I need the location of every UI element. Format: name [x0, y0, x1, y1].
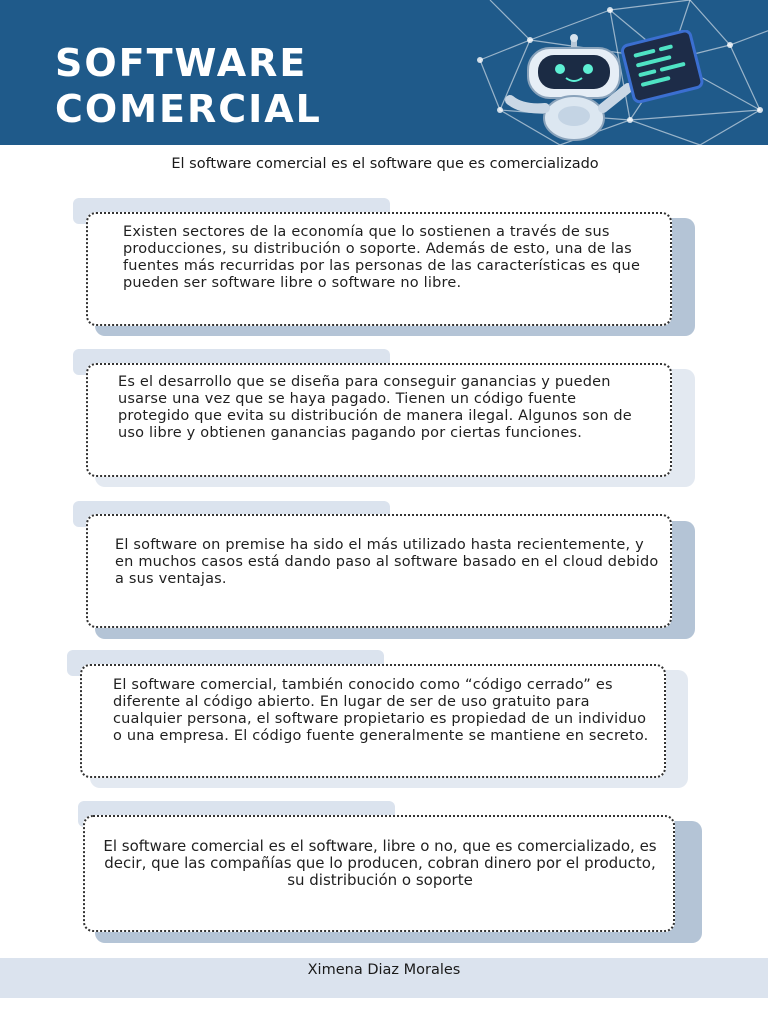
card-text: El software comercial, también conocido como “código cerrado” es diferente al código abierto. En lugar de ser de uso gratuito para cualquier persona, el software propietario es propiedad de un individuo o una empresa. El código fuente generalmente se mantiene en secreto. [113, 677, 649, 744]
card-text: Es el desarrollo que se diseña para conseguir ganancias y pueden usarse una vez que se haya pagado. Tienen un código fuente protegido que evita su distribución de manera ilegal. Algunos son de uso libre y obtienen ganancias pagando por ciertas funciones. [118, 374, 632, 441]
card-text: Existen sectores de la economía que lo sostienen a través de sus producciones, su distribución o soporte. Además de esto, una de las fuentes más recurridas por las personas de las características es que pueden ser software libre o software no libre. [123, 224, 641, 291]
title-line-1: SOFTWARE [55, 41, 308, 85]
robot-with-tablet-icon [490, 30, 735, 145]
header-banner [0, 0, 768, 145]
page-title [55, 40, 322, 132]
author-name: Ximena Diaz Morales [307, 962, 461, 978]
card-text: El software on premise ha sido el más utilizado hasta recientemente, y en muchos casos está dando paso al software basado en el cloud debido a sus ventajas. [115, 537, 659, 587]
card-text: El software comercial es el software, libre o no, que es comercializado, es decir, que las compañías que lo producen, cobran dinero por el producto, su distribución o soporte [103, 837, 657, 889]
subtitle: El software comercial es el software que es comercializado [171, 156, 599, 172]
title-line-2: COMERCIAL [55, 87, 322, 131]
